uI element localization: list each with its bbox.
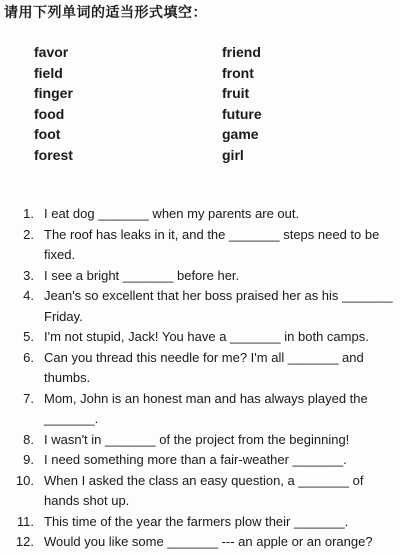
word-item: forest (34, 146, 73, 163)
question-text: I eat dog _______ when my parents are out. (44, 206, 300, 221)
question-number: 8. (23, 431, 34, 447)
question-number: 10. (15, 472, 34, 488)
question-number: 12. (15, 534, 34, 549)
question-item (0, 512, 400, 533)
question-number: 11. (16, 513, 34, 529)
question-number: 1. (23, 206, 34, 221)
question-text: Can you thread this needle for me? I'm all _______ and thumbs. (44, 349, 364, 385)
word-list-right (222, 42, 262, 166)
question-number: 3. (23, 267, 34, 283)
word-list-left (34, 42, 73, 166)
word-item: fruit (222, 85, 250, 102)
word-item: food (34, 105, 65, 122)
question-text: Would you like some _______ --- an apple or an orange? (44, 534, 373, 549)
question-number: 6. (23, 349, 34, 365)
word-item: game (222, 126, 259, 143)
word-item: friend (222, 44, 261, 60)
word-item: favor (34, 44, 69, 60)
question-number: 5. (23, 329, 34, 344)
question-text: When I asked the class an easy question, a _______ of hands shot up. (44, 472, 364, 508)
question-text: I need something more than a fair-weather _______. (44, 452, 347, 467)
question-item (0, 389, 400, 430)
question-item (0, 327, 400, 348)
question-text: I'm not stupid, Jack! You have a _______ in both camps. (44, 329, 369, 344)
instruction-title: 请用下列单词的适当形式填空： (4, 5, 207, 21)
question-text: This time of the year the farmers plow their _______. (44, 513, 349, 529)
question-number: 2. (23, 226, 34, 242)
word-item: future (222, 105, 262, 122)
question-text: I see a bright _______ before her. (44, 267, 240, 283)
question-item (0, 348, 400, 389)
question-item (0, 430, 400, 451)
question-text: Mom, John is an honest man and has always played the _______. (44, 390, 368, 426)
word-item: field (34, 64, 63, 81)
question-text: The roof has leaks in it, and the _______ steps need to be fixed. (44, 226, 380, 262)
question-list (0, 204, 400, 553)
question-item (0, 450, 400, 471)
question-number: 7. (23, 390, 34, 406)
word-item: foot (34, 126, 61, 143)
question-item (0, 266, 400, 287)
word-item: front (222, 64, 254, 81)
question-number: 4. (23, 288, 34, 303)
question-item (0, 204, 400, 225)
question-item (0, 225, 400, 266)
question-item (0, 532, 400, 553)
question-item (0, 286, 400, 327)
question-text: I wasn't in _______ of the project from the beginning! (44, 431, 350, 447)
word-item: girl (222, 146, 244, 163)
question-item (0, 471, 400, 512)
question-number: 9. (23, 452, 34, 467)
word-item: finger (34, 85, 73, 102)
question-text: Jean's so excellent that her boss praised her as his _______ Friday. (44, 288, 393, 324)
